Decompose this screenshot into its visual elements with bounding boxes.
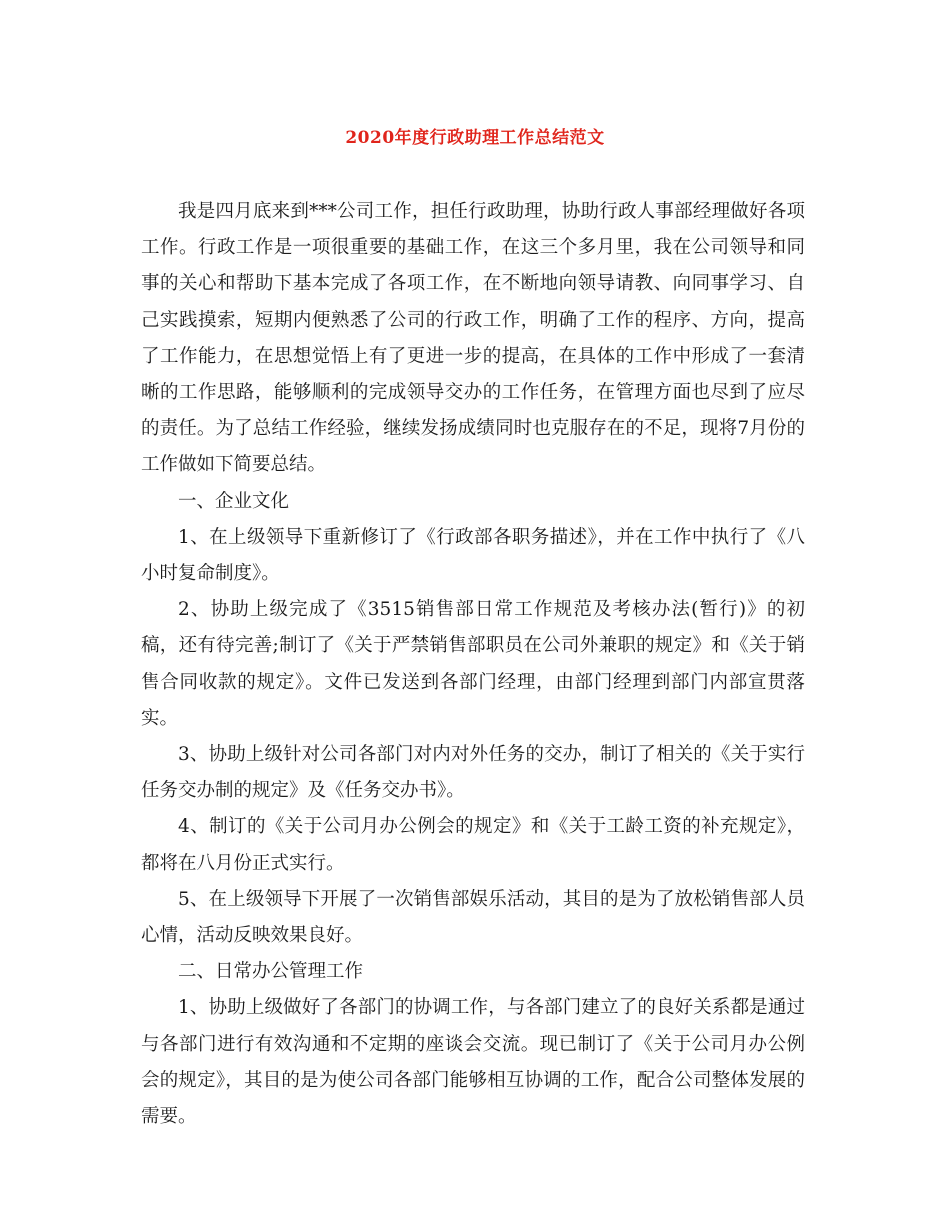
section-heading-daily-office: 二、日常办公管理工作 [178, 961, 364, 983]
paragraph-item: 2、协助上级完成了《3515销售部日常工作规范及考核办法(暂行)》的初稿，还有待完善;制订了《关于严禁销售部职员在公司外兼职的规定》和《关于销售合同收款的规定》。文件已发送到各部门经理，由部门经理到部门内部宣贯落实。 [141, 599, 805, 729]
paragraph-item: 1、在上级领导下重新修订了《行政部各职务描述》，并在工作中执行了《八小时复命制度》。 [141, 526, 805, 585]
paragraph-item: 3、协助上级针对公司各部门对内对外任务的交办，制订了相关的《关于实行任务交办制的规定》及《任务交办书》。 [141, 744, 805, 802]
document-body [141, 194, 805, 1135]
paragraph-item: 4、制订的《关于公司月办公例会的规定》和《关于工龄工资的补充规定》，都将在八月份正式实行。 [141, 816, 805, 874]
section-heading-corporate-culture: 一、企业文化 [178, 490, 290, 512]
paragraph-intro: 我是四月底来到***公司工作，担任行政助理，协助行政人事部经理做好各项工作。行政工作是一项很重要的基础工作，在这三个多月里，我在公司领导和同事的关心和帮助下基本完成了各项工作，在不断地向领导请教、向同事学习、自己实践摸索，短期内便熟悉了公司的行政工作，明确了工作的程序、方向，提高了工作能力，在思想觉悟上有了更进一步的提高，在具体的工作中形成了一套清晰的工作思路，能够顺利的完成领导交办的工作任务，在管理方面也尽到了应尽的责任。为了总结工作经验，继续发扬成绩同时也克服存在的不足，现将7月份的工作做如下简要总结。 [141, 201, 805, 476]
document-title: 2020年度行政助理工作总结范文 [345, 128, 605, 148]
paragraph-item: 5、在上级领导下开展了一次销售部娱乐活动，其目的是为了放松销售部人员心情，活动反映效果良好。 [141, 888, 805, 947]
paragraph-item: 1、协助上级做好了各部门的协调工作，与各部门建立了的良好关系都是通过与各部门进行有效沟通和不定期的座谈会交流。现已制订了《关于公司月办公例会的规定》，其目的是为使公司各部门能够相互协调的工作，配合公司整体发展的需要。 [141, 997, 805, 1128]
